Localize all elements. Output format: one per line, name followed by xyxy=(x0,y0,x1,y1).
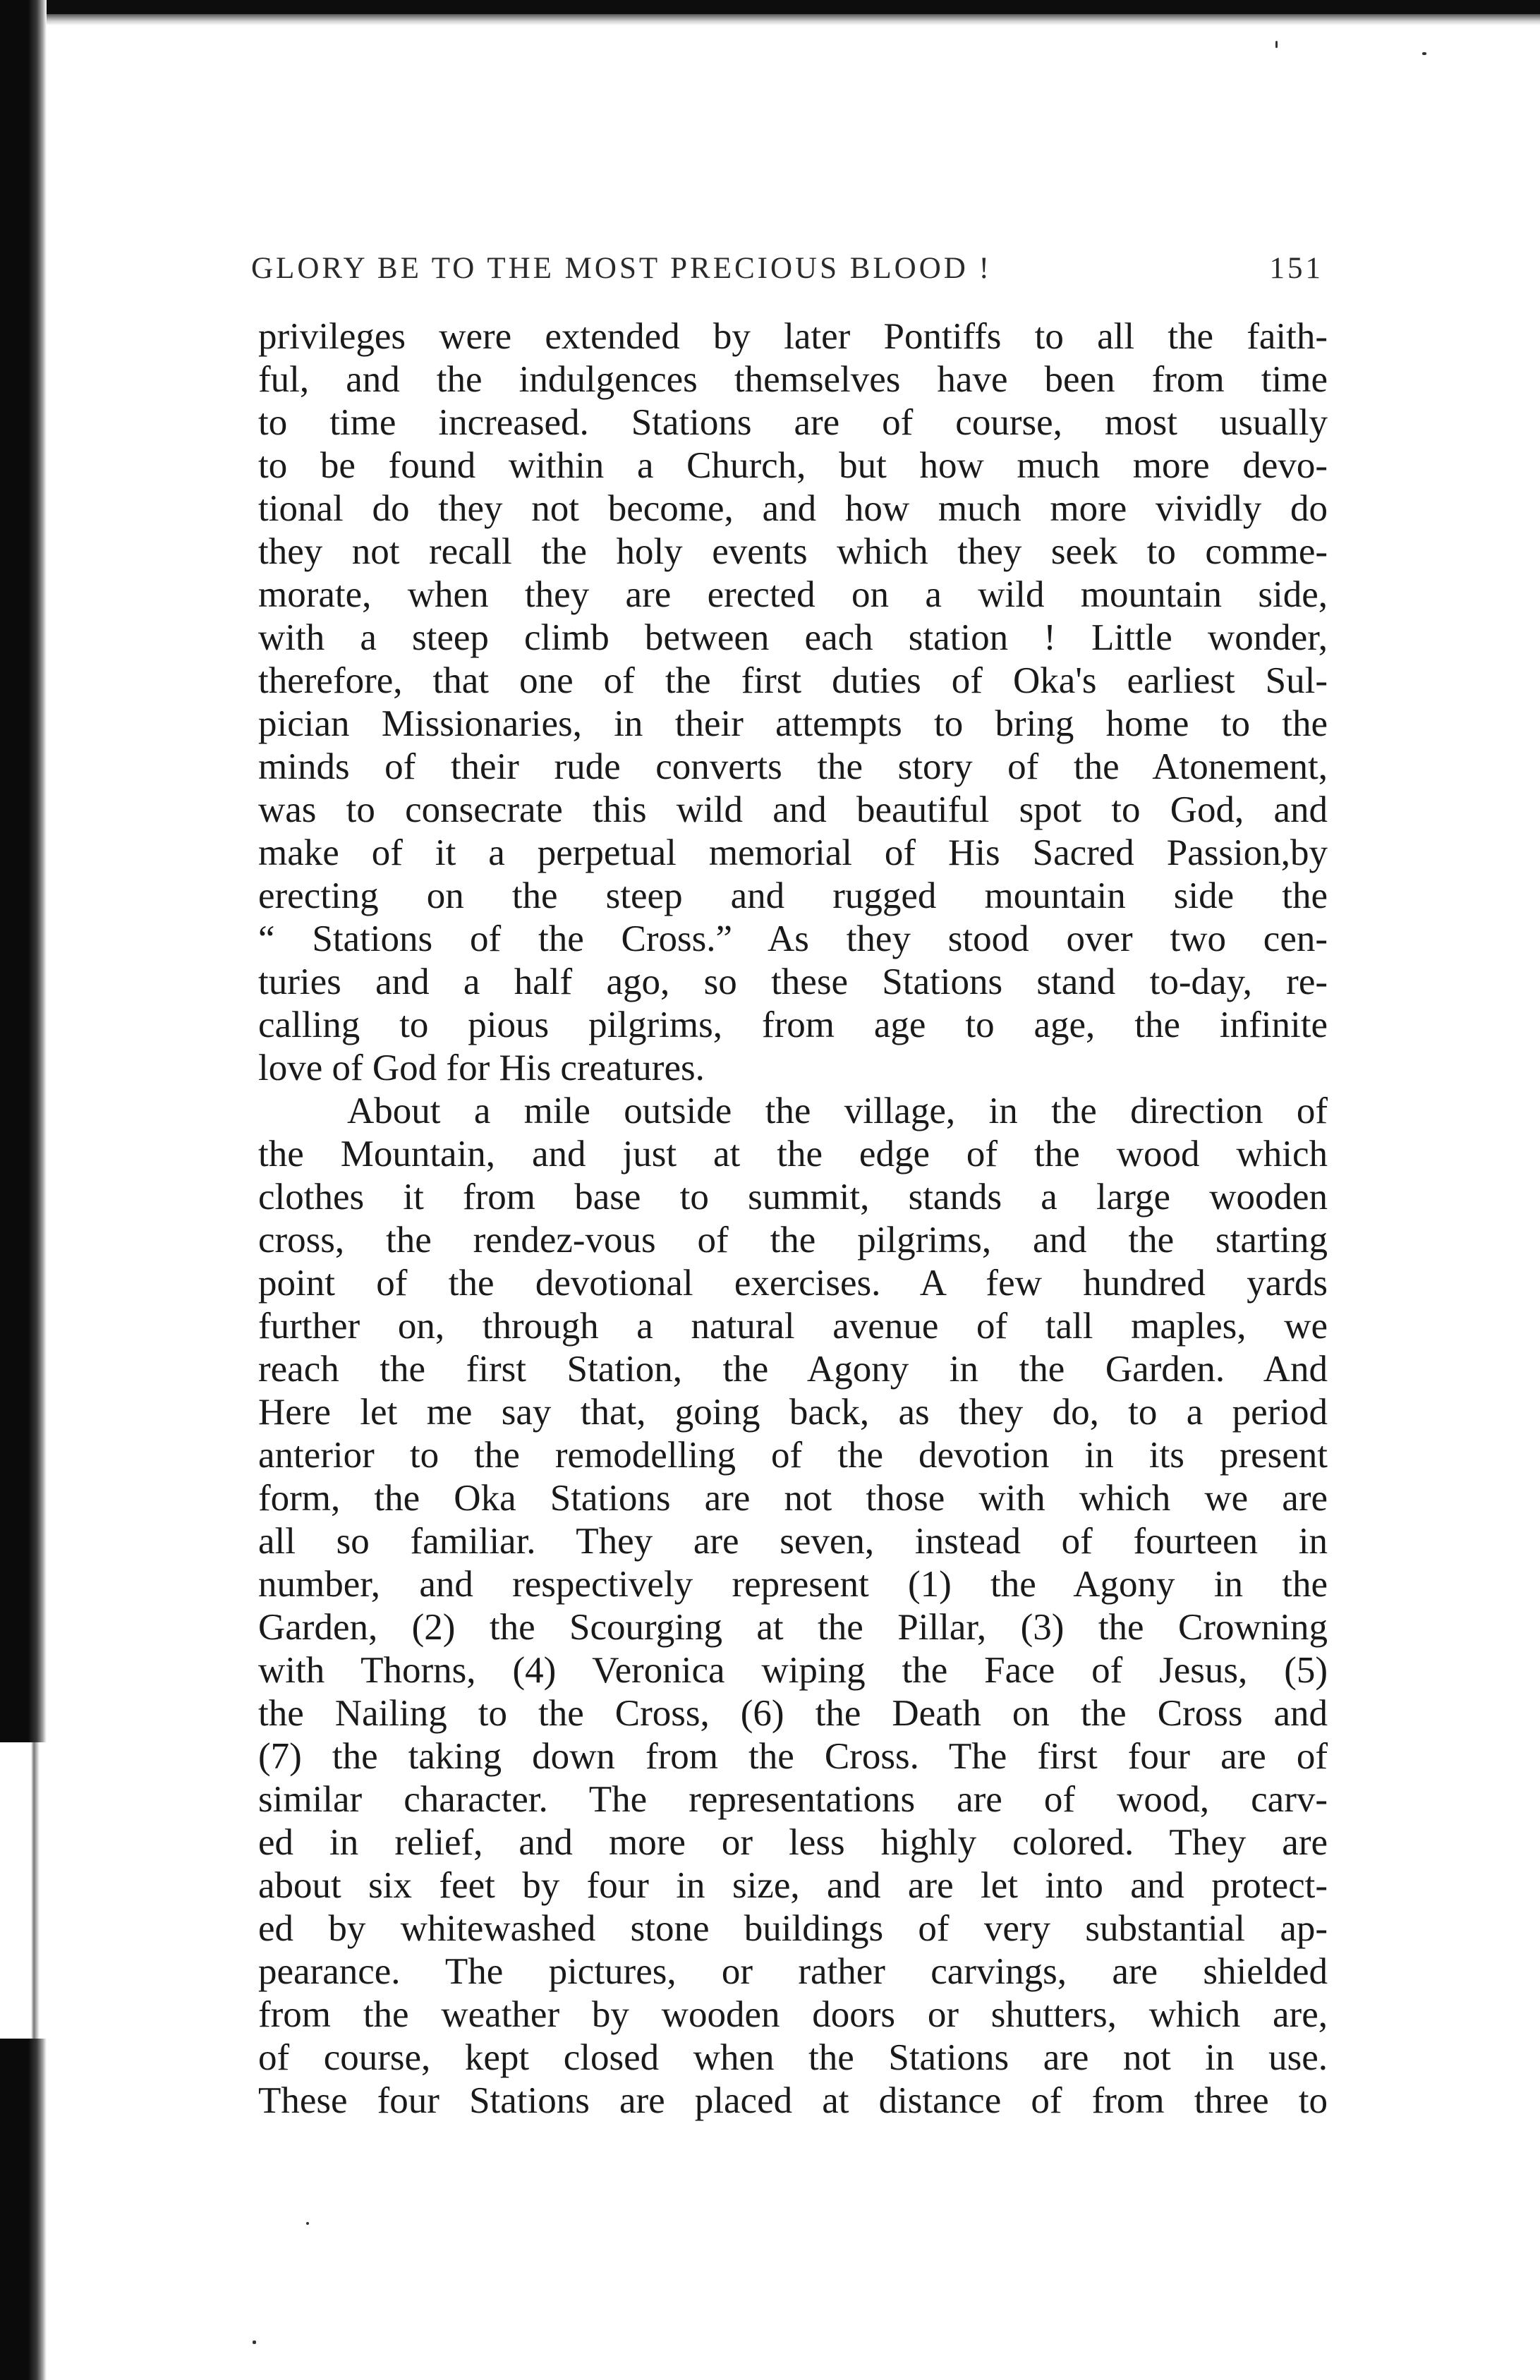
text-line: morate, when they are erected on a wild mountain side, xyxy=(258,574,1328,615)
text-line: “ Stations of the Cross.” As they stood over two cen- xyxy=(258,918,1328,959)
text-line: further on, through a natural avenue of tall maples, we xyxy=(258,1306,1328,1347)
text-line: was to consecrate this wild and beautiful spot to God, and xyxy=(258,789,1328,830)
text-line: clothes it from base to summit, stands a large wooden xyxy=(258,1177,1328,1218)
text-line: therefore, that one of the first duties of Oka's earliest Sul- xyxy=(258,660,1328,701)
text-line: similar character. The representations are of wood, carv- xyxy=(258,1779,1328,1820)
scan-top-shadow xyxy=(0,14,1540,25)
text-line: pician Missionaries, in their attempts to bring home to the xyxy=(258,703,1328,744)
text-line: cross, the rendez-vous of the pilgrims, and the starting xyxy=(258,1220,1328,1261)
text-line: These four Stations are placed at distance of from three to xyxy=(258,2080,1328,2121)
text-line: number, and respectively represent (1) the Agony in the xyxy=(258,1564,1328,1605)
text-line: tional do they not become, and how much more vividly do xyxy=(258,488,1328,529)
text-line: Garden, (2) the Scourging at the Pillar, (3) the Crowning xyxy=(258,1607,1328,1648)
text-line: ful, and the indulgences themselves have been from time xyxy=(258,359,1328,400)
text-line: all so familiar. They are seven, instead of fourteen in xyxy=(258,1521,1328,1562)
scan-speck xyxy=(306,2222,309,2225)
text-line: turies and a half ago, so these Stations stand to-day, re- xyxy=(258,961,1328,1002)
text-line: Here let me say that, going back, as they do, to a period xyxy=(258,1392,1328,1433)
text-line: ed by whitewashed stone buildings of very substantial ap- xyxy=(258,1908,1328,1949)
text-line: reach the first Station, the Agony in the Garden. And xyxy=(258,1349,1328,1390)
body-text xyxy=(258,315,1328,2123)
text-line: from the weather by wooden doors or shutters, which are, xyxy=(258,1994,1328,2035)
text-line: they not recall the holy events which they seek to comme- xyxy=(258,531,1328,572)
text-line: with a steep climb between each station ! Little wonder, xyxy=(258,617,1328,658)
text-line: make of it a perpetual memorial of His Sacred Passion,by xyxy=(258,832,1328,873)
text-line: minds of their rude converts the story of the Atonement, xyxy=(258,746,1328,787)
scan-speck xyxy=(1422,52,1426,55)
text-line: love of God for His creatures. xyxy=(258,1048,705,1088)
text-line: form, the Oka Stations are not those with which we are xyxy=(258,1478,1328,1519)
text-line: pearance. The pictures, or rather carvings, are shielded xyxy=(258,1951,1328,1992)
text-line: of course, kept closed when the Stations are not in use. xyxy=(258,2037,1328,2078)
scan-top-edge xyxy=(0,0,1540,14)
text-line: the Nailing to the Cross, (6) the Death on the Cross and xyxy=(258,1693,1328,1734)
text-line: about six feet by four in size, and are let into and protect- xyxy=(258,1865,1328,1906)
scan-left-edge-gap xyxy=(0,1742,47,2039)
scan-speck xyxy=(1275,41,1278,48)
scan-speck xyxy=(253,2340,256,2344)
page-header xyxy=(251,251,1323,293)
text-line: the Mountain, and just at the edge of the wood which xyxy=(258,1134,1328,1174)
text-line: point of the devotional exercises. A few hundred yards xyxy=(258,1263,1328,1304)
text-line: with Thorns, (4) Veronica wiping the Face of Jesus, (5) xyxy=(258,1650,1328,1691)
text-line: (7) the taking down from the Cross. The first four are of xyxy=(258,1736,1328,1777)
text-line: erecting on the steep and rugged mountain side the xyxy=(258,875,1328,916)
text-line: to be found within a Church, but how much more devo- xyxy=(258,445,1328,486)
text-line: privileges were extended by later Pontiffs to all the faith- xyxy=(258,316,1328,357)
text-line: About a mile outside the village, in the direction of xyxy=(347,1091,1328,1131)
page-number: 151 xyxy=(1269,252,1323,285)
text-line: calling to pious pilgrims, from age to age, the infinite xyxy=(258,1004,1328,1045)
text-line: ed in relief, and more or less highly colored. They are xyxy=(258,1822,1328,1863)
text-line: to time increased. Stations are of course, most usually xyxy=(258,402,1328,443)
text-line: anterior to the remodelling of the devotion in its present xyxy=(258,1435,1328,1476)
running-title: GLORY BE TO THE MOST PRECIOUS BLOOD ! xyxy=(251,252,992,285)
